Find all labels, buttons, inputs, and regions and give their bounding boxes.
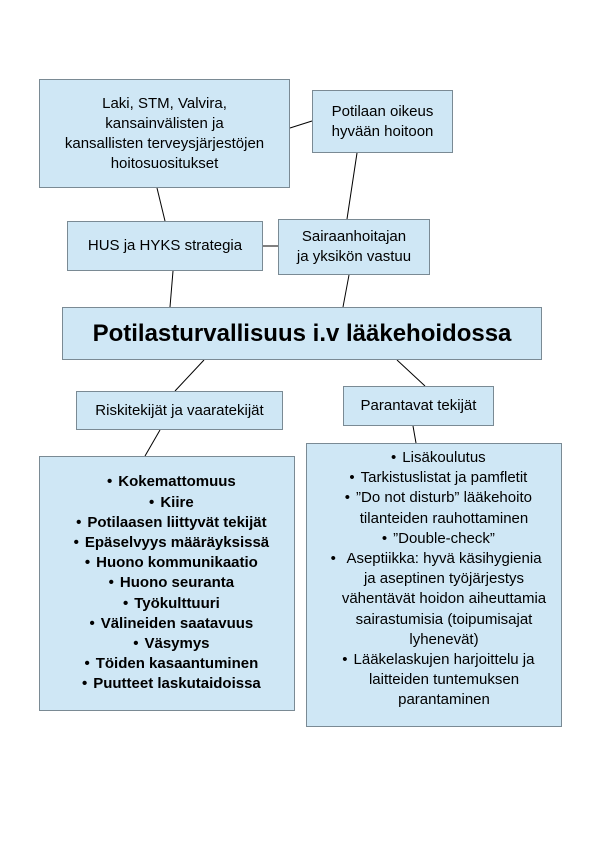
nurse-responsibility-text: Sairaanhoitajan ja yksikön vastuu: [296, 228, 412, 265]
risk-factor-item-text: Työkulttuuri: [134, 594, 220, 612]
risk-factor-item-text: Potilaasen liittyvät tekijät: [87, 513, 267, 531]
improving-factor-item-text: Aseptiikka: hyvä käsihygienia ja aseptinen työjärjestys vähentävät hoidon aiheuttamia sairastumisia (toipumisajat lyhenevät): [341, 550, 547, 648]
patient-right-box: [312, 90, 453, 153]
bullet-icon: •: [106, 473, 113, 491]
hus-strategy-text: HUS ja HYKS strategia: [87, 237, 243, 254]
risk-factor-item: [40, 594, 294, 614]
bullet-icon: •: [342, 651, 348, 669]
risk-factors-list-box: [39, 456, 295, 711]
bullet-icon: •: [391, 449, 397, 466]
connector-nurse-main: [343, 275, 349, 307]
bullet-icon: •: [149, 493, 155, 511]
risk-factors-list: [40, 472, 294, 694]
connector-law-patient: [290, 121, 312, 128]
risk-factor-item-text: Epäselvyys määräyksissä: [84, 533, 270, 551]
risk-factor-item: [40, 634, 294, 654]
improving-factor-item-text: Lääkelaskujen harjoittelu ja laitteiden tuntemuksen parantaminen: [353, 651, 535, 709]
improving-factor-item-text: Lisäkoulutus: [402, 449, 486, 466]
bullet-icon: •: [84, 655, 90, 673]
bullet-icon: •: [122, 594, 129, 612]
risk-factor-item: [40, 614, 294, 634]
bullet-icon: •: [349, 469, 355, 487]
risk-factor-item-text: Kokemattomuus: [118, 473, 236, 491]
bullet-icon: •: [84, 554, 91, 572]
improving-factors-title: Parantavat tekijät: [360, 397, 477, 414]
risk-factor-item-text: Puutteet laskutaidoissa: [93, 675, 261, 693]
bullet-icon: •: [76, 513, 82, 531]
improving-factor-item: [307, 468, 561, 488]
risk-factor-item: [40, 513, 294, 533]
law-recommendations-text: Laki, STM, Valvira, kansainvälisten ja kansallisten terveysjärjestöjen hoitosuositukset: [64, 94, 265, 172]
risk-factor-item: [40, 472, 294, 492]
risk-factors-title-box: [76, 391, 283, 430]
risk-factor-item-text: Huono seuranta: [119, 574, 235, 592]
improving-factors-list-box: [306, 443, 562, 727]
improving-factor-item: [307, 650, 561, 711]
bullet-icon: •: [81, 675, 88, 693]
improving-factor-item: [307, 549, 561, 650]
bullet-icon: •: [73, 533, 79, 551]
improving-factors-title-box: [343, 386, 494, 426]
nurse-responsibility-box: [278, 219, 430, 275]
improving-factor-item: [307, 529, 561, 549]
risk-factor-item-text: Huono kommunikaatio: [96, 554, 258, 572]
connector-main-improve: [397, 360, 425, 386]
connector-patient-nurse: [347, 153, 357, 219]
connector-law-hus: [157, 188, 165, 221]
main-topic-title: Potilasturvallisuus i.v lääkehoidossa: [92, 319, 512, 347]
risk-factor-item: [40, 573, 294, 593]
bullet-icon: •: [133, 635, 139, 652]
hus-strategy-box: [67, 221, 263, 271]
law-recommendations-box: [39, 79, 290, 188]
main-topic-box: [62, 307, 542, 360]
risk-factor-item: [40, 674, 294, 694]
connector-improve-improvelist: [413, 426, 416, 443]
risk-factor-item: [40, 553, 294, 573]
improving-factors-list: [307, 448, 561, 711]
bullet-icon: •: [108, 574, 114, 592]
risk-factor-item-text: Välineiden saatavuus: [100, 614, 254, 632]
bullet-icon: •: [381, 529, 388, 547]
connector-main-risk: [175, 360, 204, 391]
bullet-icon: •: [344, 489, 351, 507]
risk-factor-item-text: Kiire: [160, 493, 194, 511]
improving-factor-item-text: ”Double-check”: [393, 529, 495, 547]
risk-factor-item: [40, 654, 294, 674]
connector-hus-main: [170, 271, 173, 307]
bullet-icon: •: [330, 550, 336, 568]
improving-factor-item-text: ”Do not disturb” lääkehoito tilanteiden rauhottaminen: [356, 489, 532, 527]
risk-factor-item: [40, 533, 294, 553]
risk-factor-item-text: Töiden kasaantuminen: [95, 655, 259, 673]
patient-right-text: Potilaan oikeus hyvään hoitoon: [331, 102, 434, 140]
improving-factor-item: [307, 448, 561, 468]
improving-factor-item-text: Tarkistuslistat ja pamfletit: [360, 469, 528, 487]
risk-factors-title: Riskitekijät ja vaaratekijät: [95, 401, 264, 419]
risk-factor-item-text: Väsymys: [144, 635, 210, 652]
bullet-icon: •: [89, 614, 95, 632]
connector-risk-risklist: [145, 430, 160, 456]
risk-factor-item: [40, 493, 294, 513]
improving-factor-item: [307, 488, 561, 528]
